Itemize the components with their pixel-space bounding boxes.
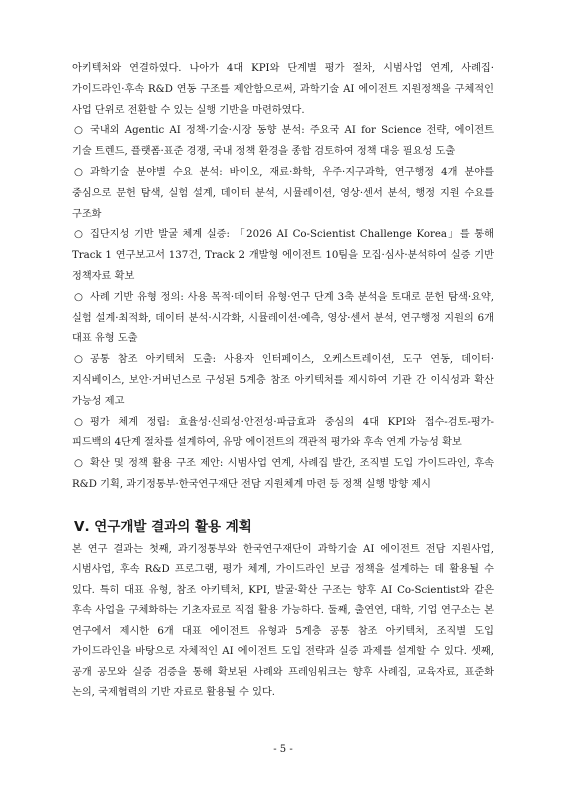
section-body: 본 연구 결과는 첫째, 과기정통부와 한국연구재단이 과학기술 AI 에이전트 전담 지원사업, 시범사업, 후속 R&D 프로그램, 평가 체계, 가이드라인 보급 정책을 설계하는 데 활용될 수 있다. 특히 대표 유형, 참조 아키텍처, KPI, 발굴·확산 구조는 향후 AI Co-Scientist와 같은 후속 사업을 구체화하는 기초자료로 직접 활용 가능하다. 둘째, 출연연, 대학, 기업 연구소는 본 연구에서 제시한 6개 대표 에이전트 유형과 5계층 공통 참조 아키텍처, 조직별 도입 가이드라인을 바탕으로 자체적인 AI 에이전트 도입 전략과 실증 과제를 설계할 수 있다. 셋째, 공개 공모와 실증 검증을 통해 확보된 사례와 프레임워크는 향후 사례집, 교육자료, 표준화 논의, 국제협력의 기반 자료로 활용될 수 있다.: [72, 543, 494, 699]
bullet-text: 국내외 Agentic AI 정책·기술·시장 동향 분석: 주요국 AI for Science 전략, 에이전트 기술 트렌드, 플랫폼·표준 경쟁, 국내 정책 환경을 종합 검토하여 정책 대응 필요성 도출: [72, 125, 494, 158]
bullet-item-1: [72, 121, 494, 163]
bullet-text: 집단지성 기반 발굴 체계 실증: 「2026 AI Co-Scientist Challenge Korea」를 통해 Track 1 연구보고서 137건, Track 2 개발형 에이전트 10팀을 모집·심사·분석하여 실증 기반 정책자료 확보: [72, 229, 494, 282]
bullet-item-2: [72, 163, 494, 225]
bullet-item-6: [72, 413, 494, 455]
bullet-text: 평가 체계 정립: 효율성·신뢰성·안전성·파급효과 중심의 4대 KPI와 접수-검토-평가-피드백의 4단계 절차를 설계하여, 유망 에이전트의 객관적 평가와 후속 연계 가능성 확보: [72, 416, 494, 449]
page-number: - 5 -: [273, 744, 293, 755]
bullet-text: 확산 및 정책 활용 구조 제안: 시범사업 연계, 사례집 발간, 조직별 도입 가이드라인, 후속 R&D 기획, 과기정통부·한국연구재단 전담 지원체계 마련 등 정책 실행 방향 제시: [72, 458, 494, 490]
bullet-circle-icon: ○: [74, 458, 83, 470]
intro-paragraph: 아키텍처와 연결하였다. 나아가 4대 KPI와 단계별 평가 절차, 시범사업 연계, 사례집·가이드라인·후속 R&D 연동 구조를 제안함으로써, 과학기술 AI 에이전트 지원정책을 구체적인 사업 단위로 전환할 수 있는 실행 기반을 마련하였다.: [72, 63, 494, 116]
bullet-circle-icon: ○: [74, 229, 83, 241]
page-content: [72, 59, 494, 704]
bullet-item-4: [72, 288, 494, 350]
bullet-text: 공통 참조 아키텍처 도출: 사용자 인터페이스, 오케스트레이션, 도구 연동, 데이터·지식베이스, 보안·거버넌스로 구성된 5계층 참조 아키텍처를 제시하여 기관 간 이식성과 확산 가능성 제고: [72, 354, 494, 407]
bullet-circle-icon: ○: [74, 166, 83, 178]
bullet-item-3: [72, 225, 494, 287]
bullet-item-5: [72, 350, 494, 412]
section-title: Ⅴ. 연구개발 결과의 활용 계획: [74, 518, 252, 535]
bullet-circle-icon: ○: [74, 125, 83, 137]
bullet-circle-icon: ○: [74, 354, 83, 366]
bullet-circle-icon: ○: [74, 416, 83, 428]
bullet-text: 과학기술 분야별 수요 분석: 바이오, 재료·화학, 우주·지구과학, 연구행정 4개 분야를 중심으로 문헌 탐색, 실험 설계, 데이터 분석, 시뮬레이션, 영상·센서 분석, 행정 지원 수요를 구조화: [72, 166, 494, 220]
bullet-item-7: [72, 454, 494, 496]
bullet-text: 사례 기반 유형 정의: 사용 목적·데이터 유형·연구 단계 3축 분석을 토대로 문헌 탐색·요약, 실험 설계·최적화, 데이터 분석·시각화, 시뮬레이션·예측, 영상·센서 분석, 연구행정 지원의 6개 대표 유형 도출: [72, 291, 494, 345]
bullet-circle-icon: ○: [74, 291, 83, 303]
bullet-list: [72, 121, 494, 495]
